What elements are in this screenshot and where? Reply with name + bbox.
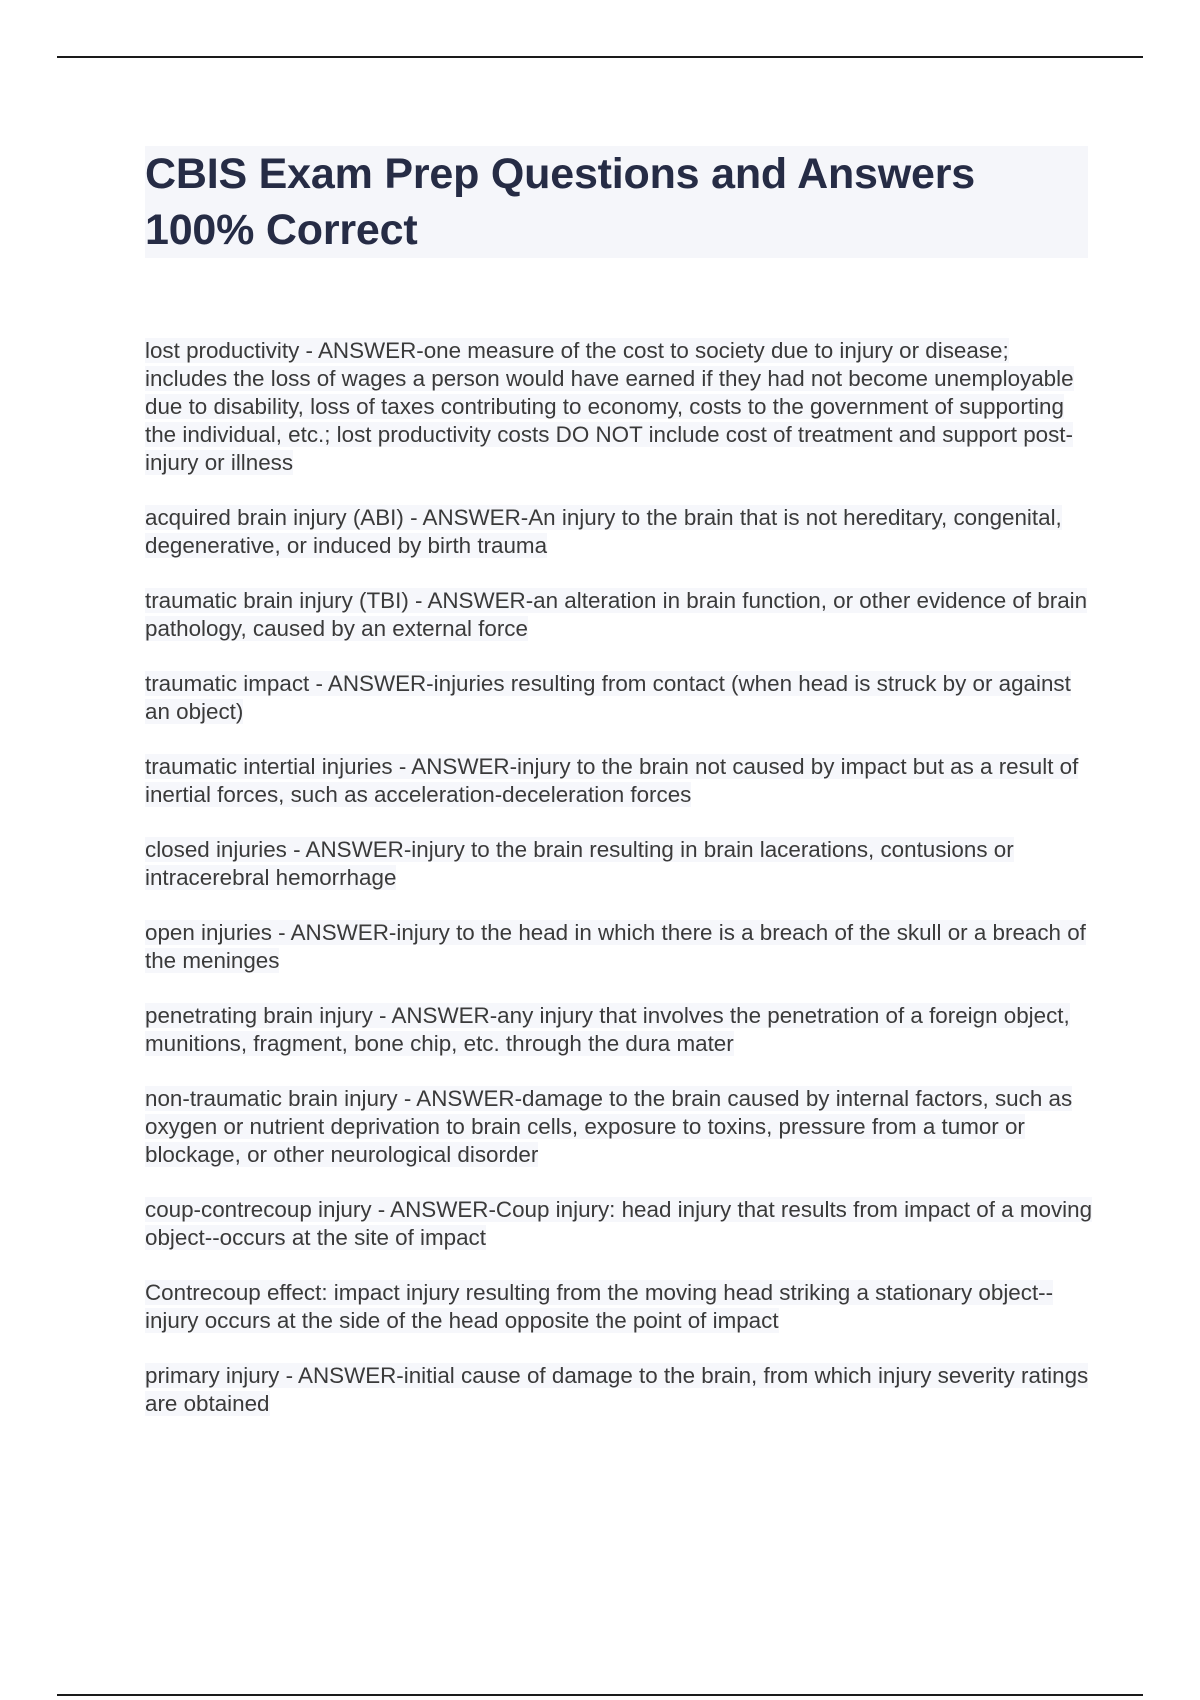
qa-entry (145, 1085, 1095, 1169)
qa-entry (145, 670, 1095, 726)
qa-entry-text: acquired brain injury (ABI) - ANSWER-An injury to the brain that is not hereditary, congenital, degenerative, or induced by birth trauma (145, 505, 1062, 558)
qa-entries (145, 337, 1095, 1445)
qa-entry-text: penetrating brain injury - ANSWER-any injury that involves the penetration of a foreign object, munitions, fragment, bone chip, etc. through the dura mater (145, 1003, 1070, 1056)
qa-entry (145, 504, 1095, 560)
qa-entry (145, 1362, 1095, 1418)
qa-entry (145, 836, 1095, 892)
qa-entry (145, 753, 1095, 809)
qa-entry (145, 1196, 1095, 1252)
qa-entry (145, 337, 1095, 477)
bottom-rule (57, 1694, 1143, 1696)
qa-entry (145, 1279, 1095, 1335)
qa-entry-text: lost productivity - ANSWER-one measure of the cost to society due to injury or disease; includes the loss of wages a person would have earned if they had not become unemployable due to disability, loss of taxes contributing to economy, costs to the government of supporting the individual, etc.; lost productivity costs DO NOT include cost of treatment and support post-injury or illness (145, 338, 1074, 475)
qa-entry (145, 587, 1095, 643)
qa-entry-text: non-traumatic brain injury - ANSWER-damage to the brain caused by internal factors, such as oxygen or nutrient deprivation to brain cells, exposure to toxins, pressure from a tumor or blockage, or other neurological disorder (145, 1086, 1073, 1167)
qa-entry-text: open injuries - ANSWER-injury to the head in which there is a breach of the skull or a breach of the meninges (145, 920, 1086, 973)
qa-entry-text: primary injury - ANSWER-initial cause of damage to the brain, from which injury severity ratings are obtained (145, 1363, 1089, 1416)
top-rule (57, 56, 1143, 58)
qa-entry-text: coup-contrecoup injury - ANSWER-Coup injury: head injury that results from impact of a moving object--occurs at the site of impact (145, 1197, 1093, 1250)
qa-entry-text: traumatic impact - ANSWER-injuries resulting from contact (when head is struck by or against an object) (145, 671, 1071, 724)
document-title: CBIS Exam Prep Questions and Answers 100% Correct (145, 150, 975, 254)
qa-entry (145, 1002, 1095, 1058)
qa-entry-text: Contrecoup effect: impact injury resulting from the moving head striking a stationary object--injury occurs at the side of the head opposite the point of impact (145, 1280, 1054, 1333)
qa-entry-text: closed injuries - ANSWER-injury to the brain resulting in brain lacerations, contusions or intracerebral hemorrhage (145, 837, 1014, 890)
qa-entry-text: traumatic intertial injuries - ANSWER-injury to the brain not caused by impact but as a result of inertial forces, such as acceleration-deceleration forces (145, 754, 1079, 807)
qa-entry-text: traumatic brain injury (TBI) - ANSWER-an alteration in brain function, or other evidence of brain pathology, caused by an external force (145, 588, 1088, 641)
title-block (145, 146, 1088, 258)
qa-entry (145, 919, 1095, 975)
